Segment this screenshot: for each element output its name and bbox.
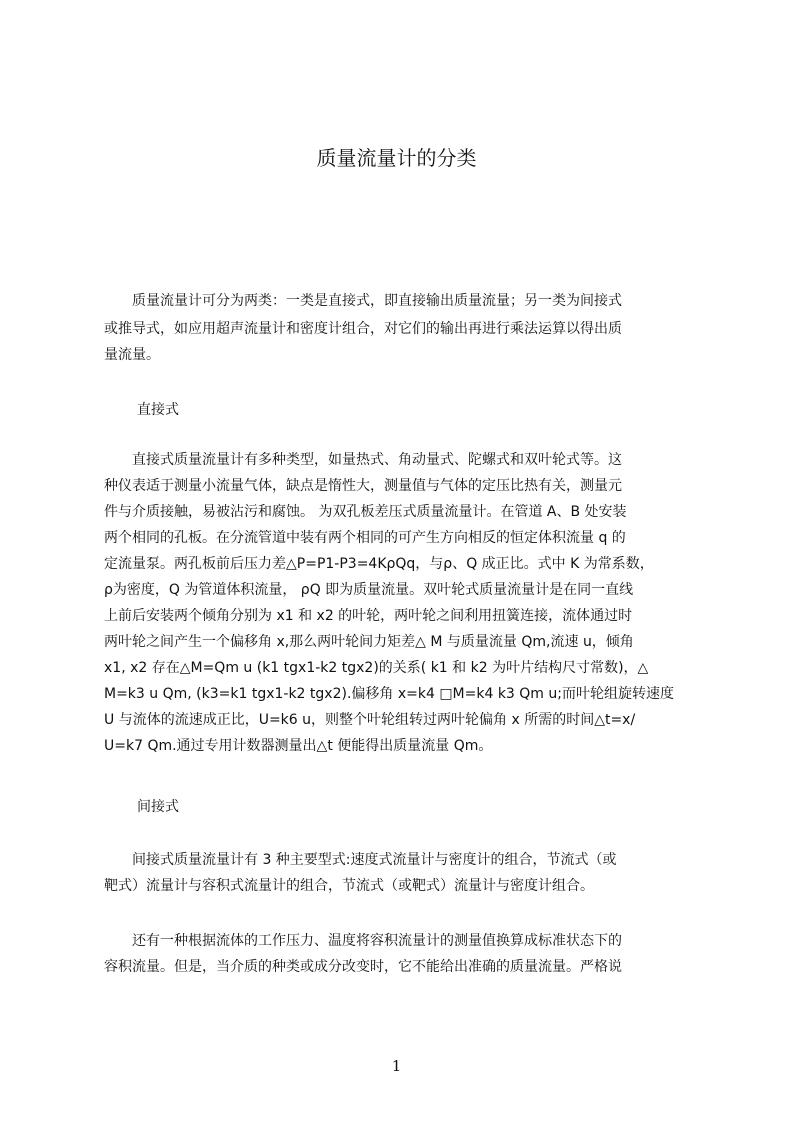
text-line: M=k3 u Qm, (k3=k1 tgx1-k2 tgx2).偏移角 x=k4 □M=k4 k3 Qm u;而叶轮组旋转速度 [104, 686, 674, 702]
text-line: 件与介质接触，易被沾污和腐蚀。 为双孔板差压式质量流量计。在管道 A、B 处安装 [104, 504, 627, 520]
text-line: U 与流体的流速成正比，U=k6 u，则整个叶轮组转过两叶轮偏角 x 所需的时间△t=x/ [104, 712, 636, 728]
indirect-paragraph [104, 0, 700, 1000]
section-heading-indirect: 间接式 [137, 799, 179, 815]
text-line: 两叶轮之间产生一个偏移角 x,那么两叶轮间力矩差△ M 与质量流量 Qm,流速 u，倾角 [104, 634, 634, 650]
text-line: x1, x2 存在△M=Qm u (k1 tgx1-k2 tgx2)的关系( k1 和 k2 为叶片结构尺寸常数)，△ [104, 660, 649, 676]
text-line: 靶式）流量计与容积式流量计的组合，节流式（或靶式）流量计与密度计组合。 [104, 878, 594, 894]
text-line: 还有一种根据流体的工作压力、温度将容积流量计的测量值换算成标准状态下的 [104, 933, 622, 949]
section-heading-direct: 直接式 [137, 402, 179, 418]
text-line: 上前后安装两个倾角分别为 x1 和 x2 的叶轮，两叶轮之间利用扭簧连接，流体通过时 [104, 608, 633, 624]
text-line: 质量流量计可分为两类：一类是直接式，即直接输出质量流量；另一类为间接式 [104, 293, 622, 309]
text-line: 容积流量。但是，当介质的种类或成分改变时，它不能给出准确的质量流量。严格说 [104, 959, 622, 975]
text-line: 两个相同的孔板。在分流管道中装有两个相同的可产生方向相反的恒定体积流量 q 的 [104, 530, 626, 546]
text-line: 或推导式，如应用超声流量计和密度计组合，对它们的输出再进行乘法运算以得出质 [104, 321, 622, 337]
text-line: 间接式质量流量计有 3 种主要型式:速度式流量计与密度计的组合，节流式（或 [104, 852, 617, 868]
text-line: 种仪表适于测量小流量气体，缺点是惰性大，测量值与气体的定压比热有关，测量元 [104, 478, 622, 494]
page-number: 1 [391, 1057, 402, 1075]
text-line: U=k7 Qm.通过专用计数器测量出△t 便能得出质量流量 Qm。 [104, 738, 493, 754]
text-line: 量流量。 [104, 347, 160, 363]
text-line: ρ为密度，Q 为管道体积流量， ρQ 即为质量流量。双叶轮式质量流量计是在同一直线 [104, 582, 634, 598]
text-line: 直接式质量流量计有多种类型，如量热式、角动量式、陀螺式和双叶轮式等。这 [104, 452, 622, 468]
page-title: 质量流量计的分类 [316, 146, 477, 170]
text-line: 定流量泵。两孔板前后压力差△P=P1-P3=4KρQq，与ρ、Q 成正比。式中 K 为常系数， [104, 556, 654, 572]
